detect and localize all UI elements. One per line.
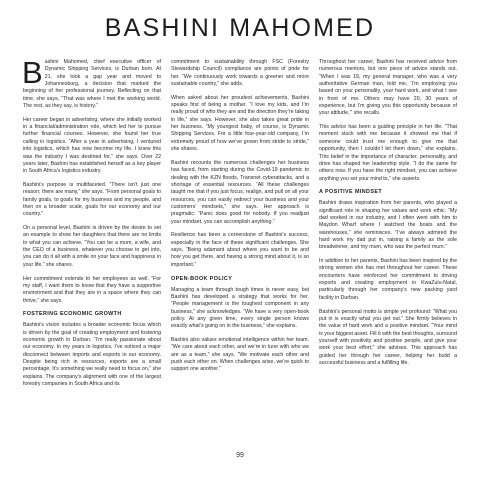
paragraph: Managing a team through tough times is never easy, but Bashini has developed a strategy that works for her. “People management is the toughest component in any business,” she acknowledges. “We have a very open-book policy. At any given time, every single person knows exactly what’s going on in the business,” she explains. (171, 286, 309, 330)
paragraph: Bashini also values emotional intelligence within her team. “We care about each other, and we’re in tune with who we are as a team,” she says. “We motivate each other and push each other on. When challenges arise, we’re quick to support one another.” (171, 336, 309, 373)
section-heading: A POSITIVE MINDSET (319, 189, 383, 196)
paragraph: When asked about her proudest achievements, Bashini speaks first of being a mother. “I love my kids, and I’m really proud of who they are and the direction they’re taking in life,” she says. However, she also takes great pride in her business. “My youngest baby, of course, is Dynamic Shipping Services. For a little four-year-old company, I’m extremely proud of how we’ve grown from stride to stride,” she shares. (171, 94, 309, 153)
paragraph: ashini Mahomed, chief executive officer of Dynamic Shipping Services, is Durban born. At 21, she took a gap year and moved to Johannesburg, a decision that marked the beginning of her professional journey. Reflecting on that time, she says, “That was where I met the working world. The rest, as they say, is history.” (23, 59, 161, 110)
paragraph: Her career began in advertising, where she initially worked in a financial/administration role, which led her to pursue further financial courses. However, she found her true calling in logistics. “After a year in advertising, I ventured into logistics, which has now become my life. I knew this was the industry I was destined for,” she says. Over 22 years later, Bashini has established herself as a key player in South Africa’s logistics industry. (23, 116, 161, 175)
intro-paragraph-wrap (22, 55, 161, 110)
paragraph: Bashini draws inspiration from her parents, who played a significant role in shaping her values and work ethic. “My dad worked in our industry, and I often went with him to Maydon Wharf where I watched the boats and the warehouses,” she reminisces. “I’ve always admired the hard work my dad put in, raising a family as the sole breadwinner, and my mum, who was the perfect mum.” (319, 200, 457, 251)
section-heading: FOSTERING ECONOMIC GROWTH (23, 311, 122, 318)
paragraph: In addition to her parents, Bashini has been inspired by the strong women she has met throughout her career. These encounters have reinforced her commitment to driving exports and creating employment in KwaZulu-Natal, particularly through her company’s new packing yard facility in Durban. (319, 258, 457, 301)
article-body (22, 55, 457, 395)
paragraph: Throughout her career, Bashini has received advice from numerous mentors, but one piece of advice stands out. “When I was 19, my general manager, who was a very authoritative German man, told me, ‘I’m employing you based on your personality, your hard work, and what I see in front of me. Others may have 20, 30 years of experience, but I’m giving you this opportunity because of your attitude,’” she recalls. (319, 59, 457, 117)
paragraph: Resilience has been a cornerstone of Bashini’s success, especially in the face of these significant challenges. She says, “Being adamant about where you want to be and how you get there, and having a strong mind about it, is so important.” (171, 232, 309, 268)
column-2 (171, 59, 309, 395)
paragraph: commitment to sustainability through FSC (Forestry Stewardship Council) compliance are points of pride for her. “We continuously work towards a greener and more sustainable country,” she adds. (171, 59, 309, 88)
paragraph: Her commitment extends to her employees as well. “For my staff, I want them to know that they have a supportive environment and that they are in a space where they can thrive,” she says. (23, 275, 161, 304)
paragraph: Bashini recounts the numerous challenges her business has faced, from starting during the Covid-19 pandemic to dealing with the KZN floods, Transnet cyberattacks, and a shortage of essential resources. “All these challenges taught me that if you just focus, realign, and pull on all your resources, you can easily redirect your business and your customers’ mindsets,” she says. Her approach is pragmatic: “Panic does good for nobody. If you readjust your mindset, you can accomplish anything.” (171, 159, 309, 225)
paragraph: This advice has been a guiding principle in her life. “That moment stuck with me because it showed me that if someone could trust me enough to give me that opportunity, then I couldn’t let them down,” she explains. This belief in the importance of character, personality, and drive has shaped her leadership style. “I do the same for others now. If you have the right mindset, you can achieve anything you set your mind to,” she asserts. (319, 124, 457, 182)
paragraph: Bashini’s purpose is multifaceted. “There isn’t just one reason; there are many,” she says. “From personal goals to family goals, to goals for my business and my people, and then on a broader scale, goals for our economy and our country.” (23, 181, 161, 218)
column-3 (319, 59, 457, 395)
section-heading: OPEN-BOOK POLICY (171, 275, 233, 282)
page-number: 99 (236, 452, 244, 459)
drop-cap: B (22, 55, 43, 90)
paragraph: On a personal level, Bashini is driven by the desire to set an example to show her daughters that there are no limits to what you can achieve. “You can be a mum, a wife, and the CEO of a business, whatever you choose to get into, you can do it all with a smile on your face and happiness in your life,” she shares. (23, 225, 161, 268)
paragraph: Bashini’s personal motto is simple yet profound: “What you put in is exactly what you get out.” She firmly believes in the value of hard work and a positive mindset. “Your mind is your biggest asset. Fill it with the best thoughts, surround yourself with positivity and positive people, and give your work your best effort,” she advises. This approach has guided her through her career, helping her build a successful business and a fulfilling life. (319, 308, 457, 366)
column-1 (22, 55, 161, 395)
article-title: BASHINI MAHOMED (104, 14, 376, 42)
paragraph: Bashini’s vision includes a broader economic focus which is driven by the goal of creating employment and fostering economic growth in Durban. “I’m really passionate about our economy. In my years in logistics, I’ve noticed a major disconnect between imports and exports in our economy. Despite being rich in resources, exports are a small percentage. It’s something we really need to focus on,” she explains. The company’s alignment with one of the largest forestry companies in South Africa and its (23, 322, 161, 388)
